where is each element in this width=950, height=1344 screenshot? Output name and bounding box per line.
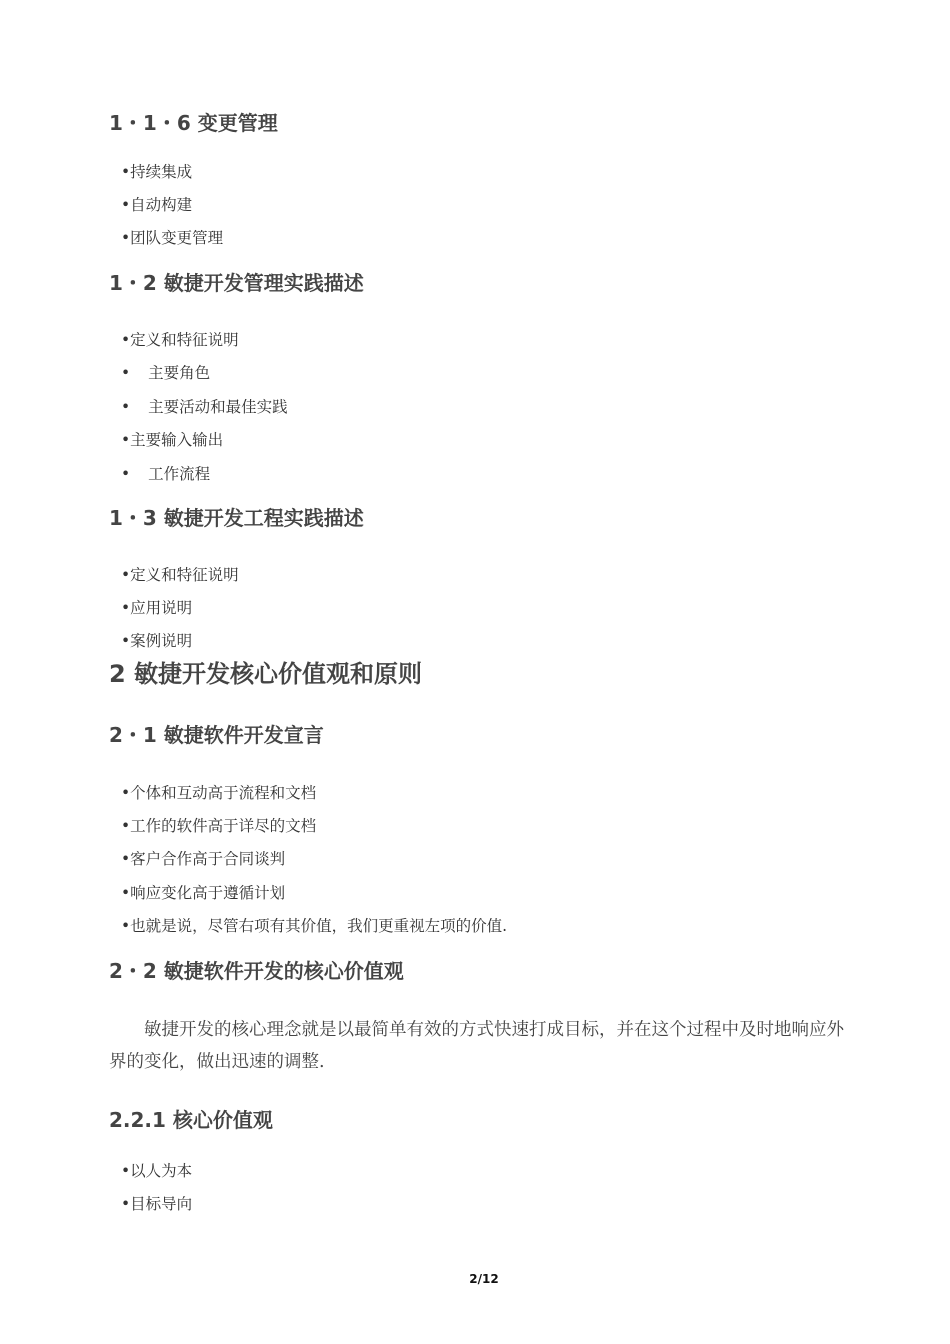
bullet: •	[121, 784, 131, 802]
bullet: •	[121, 398, 131, 416]
bullet: •	[121, 1195, 131, 1213]
list-item: •客户合作高于合同谈判	[121, 850, 286, 868]
bullet: •	[121, 163, 131, 181]
list-item: •持续集成	[121, 163, 193, 181]
page-number: 2/12	[469, 1272, 499, 1286]
heading-2-2-1: 2.2.1 核心价值观	[109, 1108, 273, 1132]
heading-1-3: 1・3 敏捷开发工程实践描述	[109, 506, 364, 530]
list-item: •主要输入输出	[121, 431, 224, 449]
bullet: •	[121, 431, 131, 449]
bullet: •	[121, 817, 131, 835]
bullet: •	[121, 632, 131, 650]
list-item: •个体和互动高于流程和文档	[121, 784, 317, 802]
heading-2-1: 2・1 敏捷软件开发宣言	[109, 723, 324, 747]
list-item: • 工作流程	[121, 465, 211, 483]
heading-2-2: 2・2 敏捷软件开发的核心价值观	[109, 959, 404, 983]
list-item: •团队变更管理	[121, 229, 224, 247]
heading-1-2: 1・2 敏捷开发管理实践描述	[109, 271, 364, 295]
heading-2: 2 敏捷开发核心价值观和原则	[109, 660, 423, 688]
bullet: •	[121, 331, 131, 349]
heading-1-1-6: 1・1・6 变更管理	[109, 111, 278, 135]
bullet: •	[121, 229, 131, 247]
bullet: •	[121, 465, 131, 483]
list-item: •目标导向	[121, 1195, 193, 1213]
bullet: •	[121, 196, 131, 214]
list-item: •自动构建	[121, 196, 193, 214]
bullet: •	[121, 917, 131, 935]
bullet: •	[121, 566, 131, 584]
bullet: •	[121, 884, 131, 902]
list-item: •应用说明	[121, 599, 193, 617]
list-item: • 主要角色	[121, 364, 211, 382]
list-item: •定义和特征说明	[121, 566, 239, 584]
list-item: •定义和特征说明	[121, 331, 239, 349]
body-paragraph: 敏捷开发的核心理念就是以最简单有效的方式快速打成目标，并在这个过程中及时地响应外界的变化，做出迅速的调整.	[109, 1020, 844, 1072]
bullet: •	[121, 1162, 131, 1180]
list-item: •案例说明	[121, 632, 193, 650]
list-item: •工作的软件高于详尽的文档	[121, 817, 317, 835]
list-item: •以人为本	[121, 1162, 193, 1180]
list-item: •响应变化高于遵循计划	[121, 884, 286, 902]
bullet: •	[121, 364, 131, 382]
list-item: •也就是说，尽管右项有其价值，我们更重视左项的价值.	[121, 917, 508, 935]
list-item: • 主要活动和最佳实践	[121, 398, 288, 416]
bullet: •	[121, 850, 131, 868]
bullet: •	[121, 599, 131, 617]
